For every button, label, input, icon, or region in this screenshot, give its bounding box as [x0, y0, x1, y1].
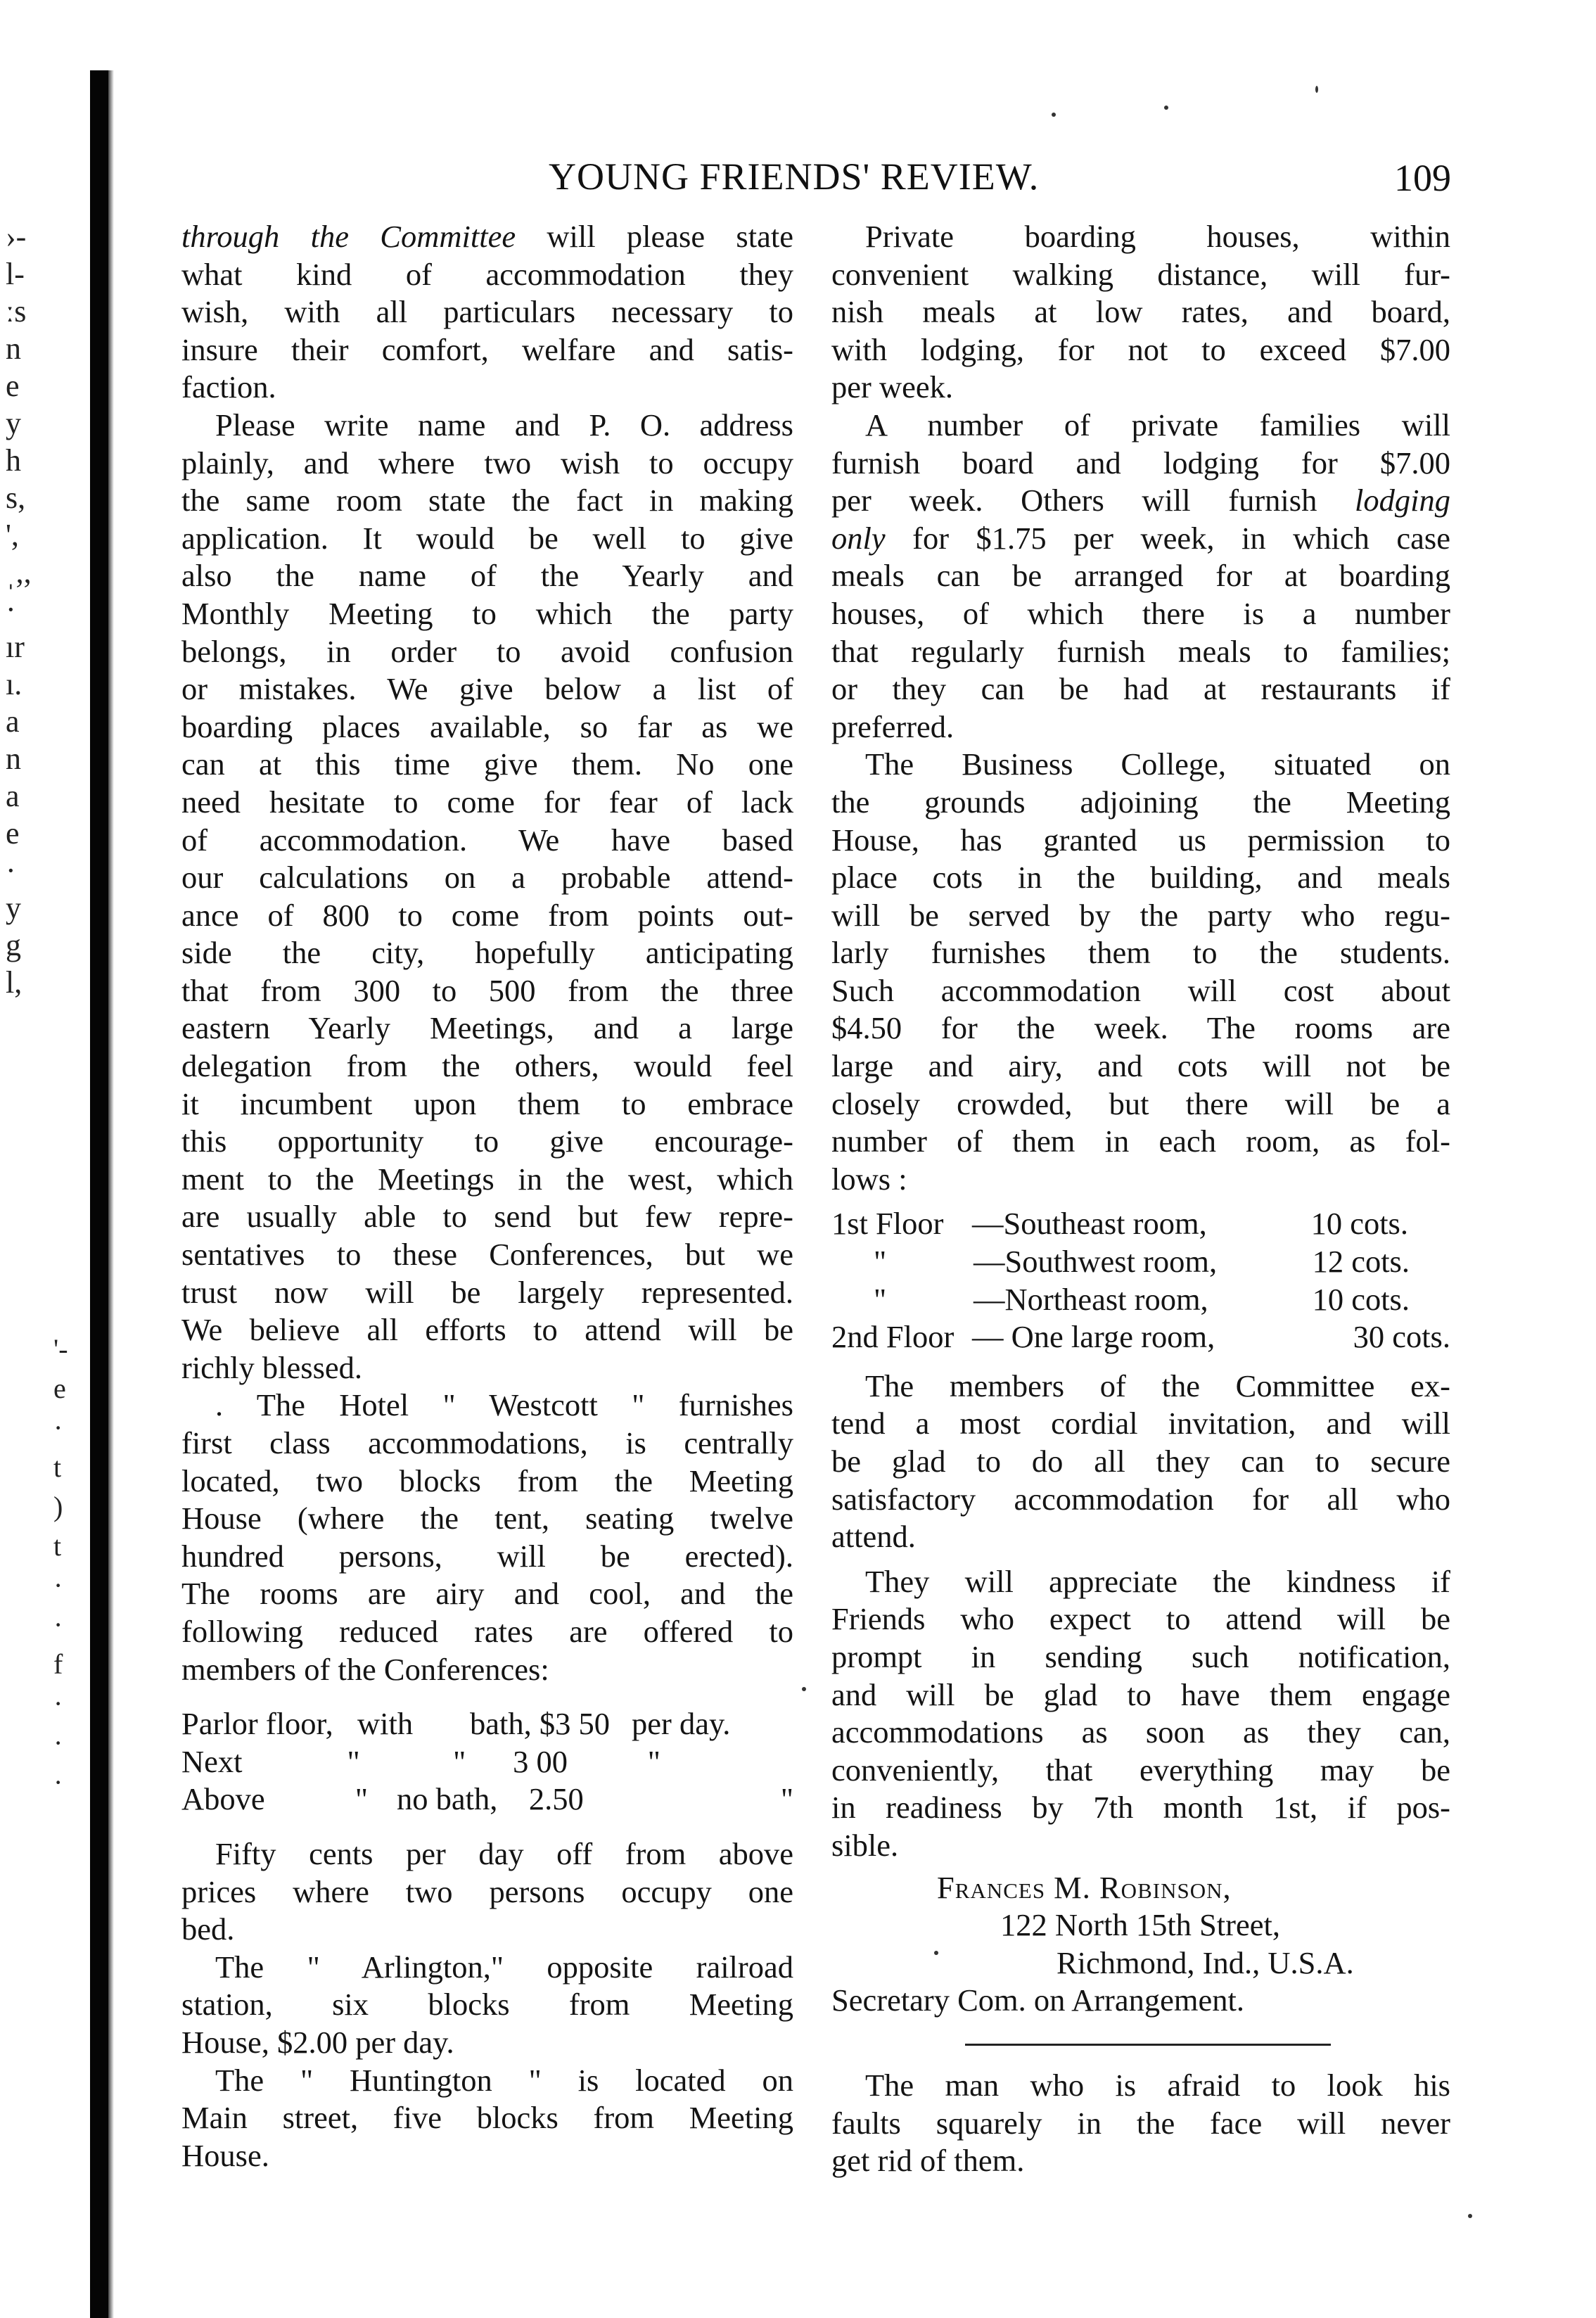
rate-cell: per day. — [632, 1706, 731, 1742]
margin-fragment: y — [6, 406, 21, 440]
text-run: for $1.75 per week, in which case — [885, 520, 1450, 556]
margin-fragment: · — [53, 1412, 63, 1444]
section-divider — [965, 2044, 1331, 2046]
text-line: hundred persons, will be erected). — [181, 1538, 793, 1574]
text-line — [181, 218, 793, 256]
text-line: The Business College, situated on — [865, 746, 1450, 782]
facing-page-margin-fragments — [6, 218, 69, 1001]
text-line: We believe all efforts to attend will be — [181, 1312, 793, 1348]
text-line: delegation from the others, would feel — [181, 1048, 793, 1084]
paragraph — [181, 218, 793, 407]
text-line: the grounds adjoining the Meeting — [831, 784, 1450, 820]
binding-shadow — [90, 70, 108, 2318]
margin-fragment: · — [53, 1688, 63, 1719]
floor-cell: 10 cots. — [1310, 1206, 1408, 1242]
paragraph — [181, 407, 793, 1387]
text-line: accommodations as soon as they can, — [831, 1714, 1450, 1750]
left-column — [181, 218, 793, 2174]
text-line: sible. — [831, 1827, 899, 1863]
text-line: get rid of them. — [831, 2143, 1025, 2179]
signatory-name: Frances M. Robinson, — [937, 1869, 1232, 1905]
text-line: that regularly furnish meals to families; — [831, 633, 1450, 669]
text-line: following reduced rates are offered to — [181, 1613, 793, 1649]
text-line: or they can be had at restaurants if — [831, 671, 1450, 707]
paragraph — [831, 1563, 1450, 1865]
text-line: eastern Yearly Meetings, and a large — [181, 1010, 793, 1046]
rate-cell: Next — [181, 1743, 243, 1779]
text-line: first class accommodations, is centrally — [181, 1425, 793, 1460]
text-line: place cots in the building, and meals — [831, 860, 1450, 896]
right-column — [831, 218, 1450, 2180]
floor-cell: 2nd Floor — [831, 1319, 955, 1355]
floor-cell: —Southwest room, — [973, 1244, 1218, 1280]
text-line: number of them in each room, as fol- — [831, 1123, 1450, 1159]
margin-fragment: t — [53, 1530, 62, 1562]
rate-cell: bath, $3 50 — [470, 1706, 610, 1742]
margin-fragment: e — [53, 1373, 66, 1404]
floor-cell: —Southeast room, — [972, 1206, 1207, 1242]
text-line: The members of the Committee ex- — [865, 1368, 1450, 1403]
rate-row — [181, 1743, 793, 1781]
floor-cell: " — [874, 1244, 887, 1280]
margin-fragment: ır — [6, 630, 25, 664]
text-line: per week. — [831, 369, 953, 405]
margin-fragment: h — [6, 443, 21, 478]
text-line: satisfactory accommodation for all who — [831, 1481, 1450, 1517]
rate-row — [181, 1705, 793, 1743]
text-line: located, two blocks from the Meeting — [181, 1463, 793, 1498]
margin-fragment: l- — [6, 257, 25, 291]
floor-cell: — One large room, — [972, 1319, 1215, 1355]
text-line: also the name of the Yearly and — [181, 558, 793, 594]
margin-fragment: ˌ,, — [6, 555, 32, 590]
text-line: what kind of accommodation they — [181, 256, 793, 292]
text-run: will please state — [516, 219, 793, 254]
emphasis: through the Committee — [181, 219, 516, 254]
text-line: lows : — [831, 1161, 907, 1197]
text-line: this opportunity to give encourage- — [181, 1123, 793, 1159]
text-line: prompt in sending such notification, — [831, 1638, 1450, 1674]
text-line: The rooms are airy and cool, and the — [181, 1576, 793, 1612]
binding-shadow-edge — [108, 70, 114, 2318]
text-line: convenient walking distance, will fur- — [831, 256, 1450, 292]
text-line: with lodging, for not to exceed $7.00 — [831, 331, 1450, 367]
text-line: Monthly Meeting to which the party — [181, 595, 793, 631]
running-head — [0, 155, 1596, 204]
margin-fragment: n — [6, 741, 21, 776]
paragraph — [831, 1368, 1450, 1556]
text-line — [831, 482, 1450, 520]
margin-fragment: ı. — [6, 667, 23, 701]
journal-title: YOUNG FRIENDS' REVIEW. — [549, 155, 1040, 198]
text-line: insure their comfort, welfare and satis- — [181, 331, 793, 367]
margin-fragment: g — [6, 928, 21, 962]
text-line: trust now will be largely represented. — [181, 1274, 793, 1310]
rate-cell: " — [647, 1743, 660, 1779]
text-line: station, six blocks from Meeting — [181, 1987, 793, 2023]
signature-block — [831, 1869, 1450, 2020]
text-line: ance of 800 to come from points out- — [181, 897, 793, 933]
margin-fragment: l, — [6, 965, 23, 1000]
paragraph — [831, 746, 1450, 1198]
margin-fragment: ', — [6, 518, 19, 552]
margin-fragment: f — [53, 1648, 63, 1680]
text-line: preferred. — [831, 708, 955, 744]
emphasis: lodging — [1355, 483, 1450, 518]
text-line: $4.50 for the week. The rooms are — [831, 1010, 1450, 1046]
text-line: faction. — [181, 369, 276, 405]
text-line: Fifty cents per day off from above — [215, 1835, 793, 1871]
text-line: the same room state the fact in making — [181, 483, 793, 518]
margin-fragment: · — [53, 1569, 63, 1601]
margin-fragment: · — [53, 1766, 63, 1798]
text-line: attend. — [831, 1519, 916, 1555]
text-line: large and airy, and cots will not be — [831, 1048, 1450, 1084]
floor-row — [831, 1281, 1450, 1319]
rate-cell: Parlor floor, — [181, 1706, 333, 1742]
rate-cell: with — [357, 1706, 414, 1742]
signatory-city: Richmond, Ind., U.S.A. — [1056, 1944, 1354, 1980]
text-line: conveniently, that everything may be — [831, 1752, 1450, 1788]
text-line: Friends who expect to attend will be — [831, 1601, 1450, 1637]
margin-fragment: a — [6, 704, 20, 739]
text-line: side the city, hopefully anticipating — [181, 935, 793, 971]
text-line: can at this time give them. No one — [181, 746, 793, 782]
text-line: of accommodation. We have based — [181, 822, 793, 858]
text-line: application. It would be well to give — [181, 520, 793, 556]
margin-fragment: · — [6, 853, 16, 888]
signatory-street: 122 North 15th Street, — [1000, 1907, 1280, 1943]
margin-fragment: '- — [53, 1333, 68, 1365]
text-line: The man who is afraid to look his — [865, 2067, 1450, 2103]
paragraph — [831, 218, 1450, 407]
hotel-rate-table — [181, 1705, 793, 1819]
closing-aphorism — [831, 2067, 1450, 2180]
text-line: will be served by the party who regu- — [831, 897, 1450, 933]
text-line: tend a most cordial invitation, and will — [831, 1406, 1450, 1441]
paragraph — [181, 1949, 793, 2062]
margin-fragment: · — [53, 1727, 63, 1759]
margin-fragment: · — [6, 592, 16, 627]
text-line: The " Huntington " is located on — [215, 2062, 793, 2098]
text-line — [831, 520, 1450, 558]
margin-fragment: y — [6, 891, 21, 925]
margin-fragment: ːs — [6, 294, 27, 329]
text-line: ment to the Meetings in the west, which — [181, 1161, 793, 1197]
floor-row — [831, 1205, 1450, 1243]
text-line: A number of private families will — [865, 407, 1450, 442]
margin-fragment: ›- — [6, 219, 27, 254]
text-run: per week. Others will furnish — [831, 483, 1355, 518]
floor-cell: " — [874, 1281, 887, 1317]
margin-fragment: ) — [53, 1491, 63, 1522]
rate-cell: " — [355, 1781, 368, 1817]
emphasis: only — [831, 520, 886, 556]
margin-fragment: n — [6, 331, 21, 366]
text-line: Private boarding houses, within — [865, 219, 1450, 254]
text-line: bed. — [181, 1911, 235, 1947]
text-line: nish meals at low rates, and board, — [831, 294, 1450, 330]
text-line: House, $2.00 per day. — [181, 2024, 454, 2060]
rate-cell: " — [347, 1743, 360, 1779]
text-line: furnish board and lodging for $7.00 — [831, 445, 1450, 480]
text-line: larly furnishes them to the students. — [831, 935, 1450, 971]
floor-cell: 10 cots. — [1312, 1281, 1410, 1317]
margin-fragment: · — [53, 1609, 63, 1641]
signatory-role: Secretary Com. on Arrangement. — [831, 1982, 1244, 2018]
text-line: belongs, in order to avoid confusion — [181, 633, 793, 669]
text-line: in readiness by 7th month 1st, if pos- — [831, 1790, 1450, 1826]
floor-cell: 1st Floor — [831, 1206, 944, 1242]
text-line: and will be glad to have them engage — [831, 1676, 1450, 1712]
text-line: plainly, and where two wish to occupy — [181, 445, 793, 480]
margin-fragment: e — [6, 816, 20, 851]
text-line: richly blessed. — [181, 1349, 363, 1385]
rate-cell: Above — [181, 1781, 265, 1817]
paragraph — [181, 1387, 793, 1688]
margin-fragment: e — [6, 369, 20, 403]
floor-row — [831, 1243, 1450, 1281]
paragraph — [181, 2062, 793, 2175]
floor-row — [831, 1318, 1450, 1356]
text-line: our calculations on a probable attend- — [181, 860, 793, 896]
margin-fragment: s, — [6, 480, 26, 515]
text-line: The " Arlington," opposite railroad — [215, 1949, 793, 1985]
text-line: House, has granted us permission to — [831, 822, 1450, 858]
text-line: They will appreciate the kindness if — [865, 1563, 1450, 1599]
cot-allocation-table — [831, 1205, 1450, 1356]
text-line: or mistakes. We give below a list of — [181, 671, 793, 707]
text-line: House. — [181, 2137, 269, 2173]
text-line: be glad to do all they can to secure — [831, 1444, 1450, 1479]
text-line: wish, with all particulars necessary to — [181, 294, 793, 330]
text-line: need hesitate to come for fear of lack — [181, 784, 793, 820]
floor-cell: 12 cots. — [1312, 1244, 1410, 1280]
text-line: that from 300 to 500 from the three — [181, 972, 793, 1008]
text-line: sentatives to these Conferences, but we — [181, 1237, 793, 1273]
floor-cell: 30 cots. — [1353, 1319, 1450, 1355]
text-line: meals can be arranged for at boarding — [831, 558, 1450, 594]
rate-cell: " — [780, 1781, 793, 1817]
text-line: House (where the tent, seating twelve — [181, 1501, 793, 1536]
text-line: prices where two persons occupy one — [181, 1873, 793, 1909]
text-line: members of the Conferences: — [181, 1651, 549, 1687]
rate-row — [181, 1781, 793, 1819]
paragraph — [831, 407, 1450, 746]
text-line: Please write name and P. O. address — [215, 407, 793, 442]
rate-cell: " 3 00 — [453, 1743, 568, 1779]
text-line: . The Hotel " Westcott " furnishes — [215, 1387, 793, 1423]
text-line: Main street, five blocks from Meeting — [181, 2100, 793, 2136]
floor-cell: —Northeast room, — [973, 1281, 1208, 1317]
margin-fragment: t — [53, 1451, 62, 1483]
text-line: closely crowded, but there will be a — [831, 1085, 1450, 1121]
text-line: boarding places available, so far as we — [181, 708, 793, 744]
page-number: 109 — [1394, 157, 1451, 199]
text-line: faults squarely in the face will never — [831, 2105, 1450, 2141]
text-line: it incumbent upon them to embrace — [181, 1085, 793, 1121]
paragraph — [181, 1835, 793, 1949]
text-line: are usually able to send but few repre- — [181, 1199, 793, 1235]
margin-fragment: a — [6, 779, 20, 813]
text-line: houses, of which there is a number — [831, 595, 1450, 631]
text-line: Such accommodation will cost about — [831, 972, 1450, 1008]
rate-cell: no bath, 2.50 — [397, 1781, 584, 1817]
